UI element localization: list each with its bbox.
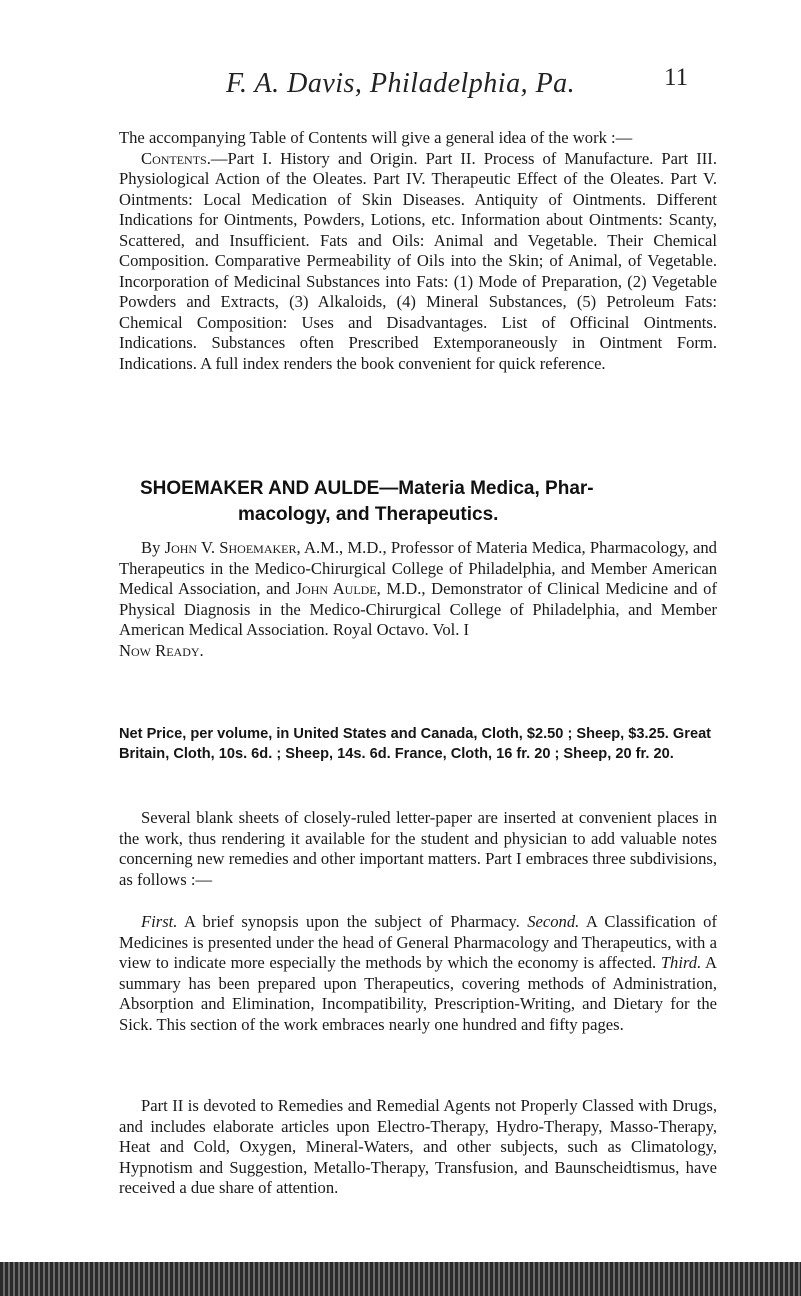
second-label: Second. [527,912,580,931]
authors-by: By [141,538,161,557]
description-paragraph-3 [119,1096,717,1199]
authors-block [119,538,717,661]
price-text: Net Price, per volume, in United States and Canada, Cloth, $2.50 ; Sheep, $3.25. Great Britain, Cloth, 10s. 6d. ; Sheep, 14s. 6d. France, Cloth, 16 fr. 20 ; Sheep, 20 fr. 20. [119,726,712,762]
first-text: A brief synopsis upon the subject of Pharmacy. [177,912,528,931]
author2-text: , M.D., Demonstrator of Clinical Medicine and of Physical Diagnosis in the Medico-Chirurgical College of Philadelphia, and Member American Medical Association. Royal Octavo. Vol. I [119,579,717,639]
bottom-edge-pattern [0,1262,801,1296]
description-p1: Several blank sheets of closely-ruled letter-paper are inserted at convenient places in the work, thus rendering it available for the student and physician to add valuable notes concerning new remedies and other important matters. Part I embraces three subdivisions, as follows :— [119,808,717,889]
description-p3: Part II is devoted to Remedies and Remedial Agents not Properly Classed with Drugs, and includes elaborate articles upon Electro-Therapy, Hydro-Therapy, Masso-Therapy, Heat and Cold, Oxygen, Mineral-Waters, and other subjects, such as Climatology, Hypnotism and Suggestion, Metallo-Therapy, Transfusion, and Baunscheidtismus, have received a due share of attention. [119,1096,717,1197]
contents-text: .—Part I. History and Origin. Part II. Process of Manufacture. Part III. Physiological Action of the Oleates. Part IV. Therapeutic Effect of the Oleates. Part V. Ointments: Local Medication of Skin Diseases. Antiquity of Ointments. Different Indications for Ointments, Powders, Lotions, etc. Information about Ointments: Scanty, Scattered, and Insufficient. Fats and Oils: Animal and Vegetable. Their Chemical Composition. Comparative Permeability of Oils into the Skin; of Animal, of Vegetable. Incorporation of Medicinal Substances into Fats: (1) Mode of Preparation, (2) Vegetable Powders and Extracts, (3) Alkaloids, (4) Mineral Substances, (5) Petroleum Fats: Chemical Composition: Uses and Disadvantages. List of Officinal Ointments. Indications. Substances often Prescribed Extemporaneously in Ointment Form. Indications. A full index renders the book convenient for quick reference. [119,148,717,373]
third-text: A summary has been prepared upon Therapeutics, covering methods of Administration, Absorption and Elimination, Incompatibility, Prescription-Writing, and Dietary for the Sick. This section of the work embraces nearly one hundred and fifty pages. [119,953,717,1034]
intro-line: The accompanying Table of Contents will give a general idea of the work :— [119,128,633,147]
now-ready: Now Ready. [119,640,204,660]
first-label: First. [141,912,178,931]
book-heading-line1: SHOEMAKER AND AULDE—Materia Medica, Phar- [140,478,594,499]
running-title: F. A. Davis, Philadelphia, Pa. [226,68,576,99]
author2-name: John Aulde [295,579,377,598]
price-block [119,724,717,764]
contents-block [119,128,717,374]
third-label: Third. [660,953,702,972]
author1-text: , A.M., M.D., Professor of Materia Medica, Pharmacology, and Therapeutics in the Medico-Chirurgical College of Philadelphia, and Member American Medical Association, and [119,538,717,598]
page-number: 11 [664,64,689,91]
contents-label: Contents [141,148,207,168]
description-paragraph-1 [119,808,717,890]
running-head [0,64,801,108]
author1-name: John V. Shoemaker [164,538,297,557]
book-heading-line2: macology, and Therapeutics. [238,504,499,525]
second-text: A Classification of Medicines is presented under the head of General Pharmacology and Therapeutics, with a view to indicate more especially the methods by which the economy is affected. [119,912,717,972]
book-heading [140,476,725,528]
description-paragraph-2 [119,912,717,1035]
